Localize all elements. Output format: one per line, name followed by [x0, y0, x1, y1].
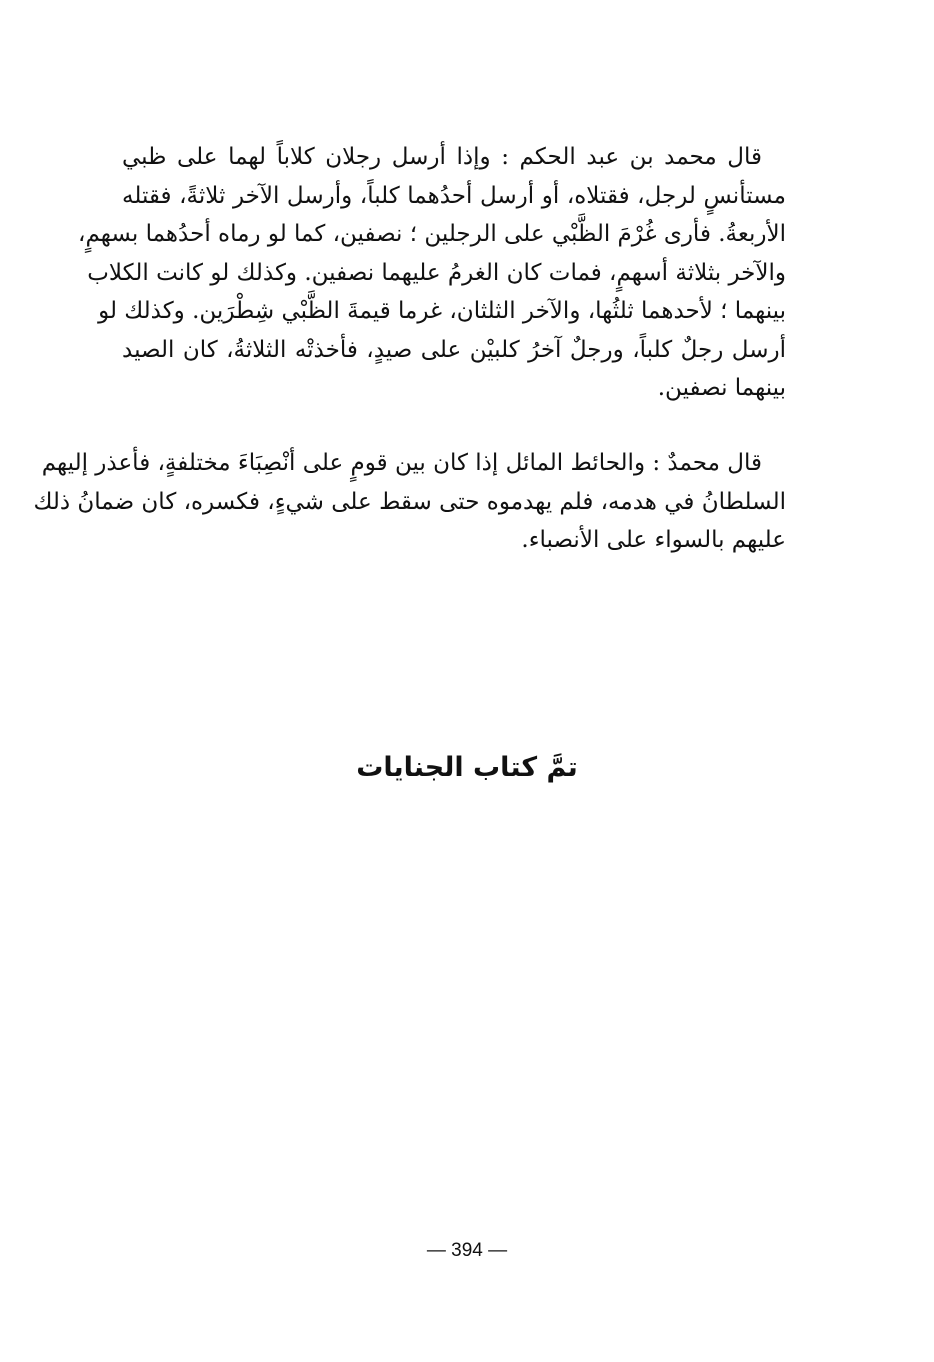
paragraph-2 [33, 444, 786, 560]
paragraph-1-line-5: بينهما ؛ لأحدهما ثلثُها، والآخر الثلثان، غرما قيمةَ الظَّبْي شِطْرَين. وكذلك لو [98, 298, 786, 324]
paragraph-1-line-2: مستأنسٍ لرجل، فقتلاه، أو أرسل أحدُهما كلباً، وأرسل الآخر ثلاثةً، فقتله [122, 182, 786, 209]
section-end-heading: تمَّ كتاب الجنايات [356, 752, 578, 783]
paragraph-1 [78, 138, 786, 408]
paragraph-1-line-6: أرسل رجلٌ كلباً، ورجلٌ آخرُ كلبيْن على صيدٍ، فأخذتْه الثلاثةُ، كان الصيد [122, 336, 786, 363]
paragraph-1-line-4: والآخر بثلاثة أسهمٍ، فمات كان الغرمُ عليهما نصفين. وكذلك لو كانت الكلاب [87, 259, 786, 286]
paragraph-2-line-1: قال محمدٌ : والحائط المائل إذا كان بين قومٍ على أنْصِبَاءَ مختلفةٍ، فأعذر إليهم [41, 450, 762, 476]
paragraph-2-line-2: السلطانُ في هدمه، فلم يهدموه حتى سقط على شيءٍ، فكسره، كان ضمانُ ذلك [33, 488, 786, 515]
paragraph-2-line-3: عليهم بالسواء على الأنصباء. [521, 527, 786, 553]
paragraph-1-line-7: بينهما نصفين. [657, 375, 786, 401]
page-number: — 394 — [426, 1240, 508, 1261]
paragraph-1-line-3: الأربعةُ. فأرى غُرْمَ الظَّبْي على الرجلين ؛ نصفين، كما لو رماه أحدُهما بسهمٍ، [78, 221, 786, 247]
paragraph-1-line-1: قال محمد بن عبد الحكم : وإذا أرسل رجلان كلاباً لهما على ظبي [122, 144, 762, 170]
